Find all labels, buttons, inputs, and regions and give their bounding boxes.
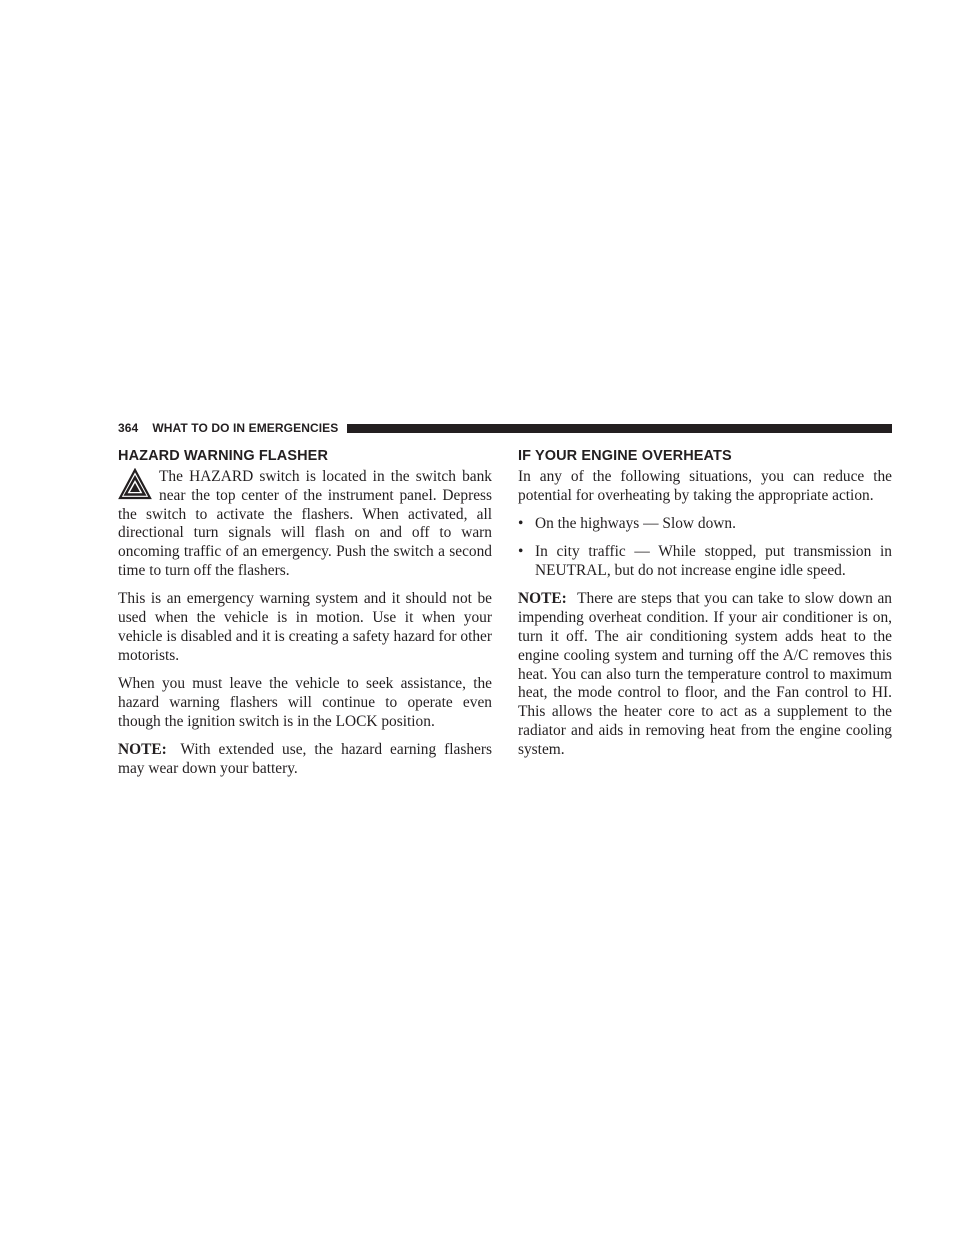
hazard-note	[118, 741, 492, 779]
section-title: WHAT TO DO IN EMERGENCIES	[152, 421, 339, 435]
hazard-paragraph-1-text: The HAZARD switch is located in the switch bank near the top center of the instrument panel. Depress the switch to activate the flashers. When activated, all directional turn signals will flash on and off to warn oncoming traffic of an emergency. Push the switch a second time to turn off the flashers.	[118, 468, 492, 579]
note-text: With extended use, the hazard earning flashers may wear down your battery.	[118, 740, 492, 777]
left-column	[118, 446, 492, 788]
overheat-heading: IF YOUR ENGINE OVERHEATS	[518, 448, 732, 464]
page-header	[118, 419, 892, 437]
header-rule	[347, 424, 892, 433]
list-item	[518, 515, 892, 534]
right-column	[518, 446, 892, 769]
page-number: 364	[118, 421, 139, 435]
list-item-text: In city traffic — While stopped, put transmission in NEUTRAL, but do not increase engine idle speed.	[535, 543, 892, 580]
hazard-paragraph-1	[118, 468, 492, 581]
hazard-heading: HAZARD WARNING FLASHER	[118, 448, 329, 464]
note-label: NOTE:	[518, 590, 567, 608]
list-item-text: On the highways — Slow down.	[535, 515, 736, 533]
note-label: NOTE:	[118, 740, 167, 758]
overheat-intro: In any of the following situations, you can reduce the potential for overheating by taking the appropriate action.	[518, 468, 892, 504]
overheat-note	[518, 590, 892, 759]
bullet-symbol: •	[518, 515, 524, 533]
note-text: There are steps that you can take to slow down an impending overheat condition. If your air conditioner is on, turn it off. The air conditioning system adds heat to the engine cooling system and turning off the A/C removes this heat. You can also turn the temperature control to maximum heat, the mode control to floor, and the Fan control to HI. This allows the heater core to act as a supplement to the radiator and aids in removing heat from the engine cooling system.	[518, 590, 892, 758]
hazard-paragraph-2: This is an emergency warning system and it should not be used when the vehicle is in motion. Use it when your vehicle is disabled and it is creating a safety hazard for other motorists.	[118, 590, 492, 664]
hazard-paragraph-3: When you must leave the vehicle to seek assistance, the hazard warning flashers will continue to operate even though the ignition switch is in the LOCK position.	[118, 674, 492, 730]
list-item	[518, 543, 892, 581]
bullet-symbol: •	[518, 543, 524, 561]
warning-triangle-icon	[118, 468, 152, 500]
overheat-list	[518, 515, 892, 581]
